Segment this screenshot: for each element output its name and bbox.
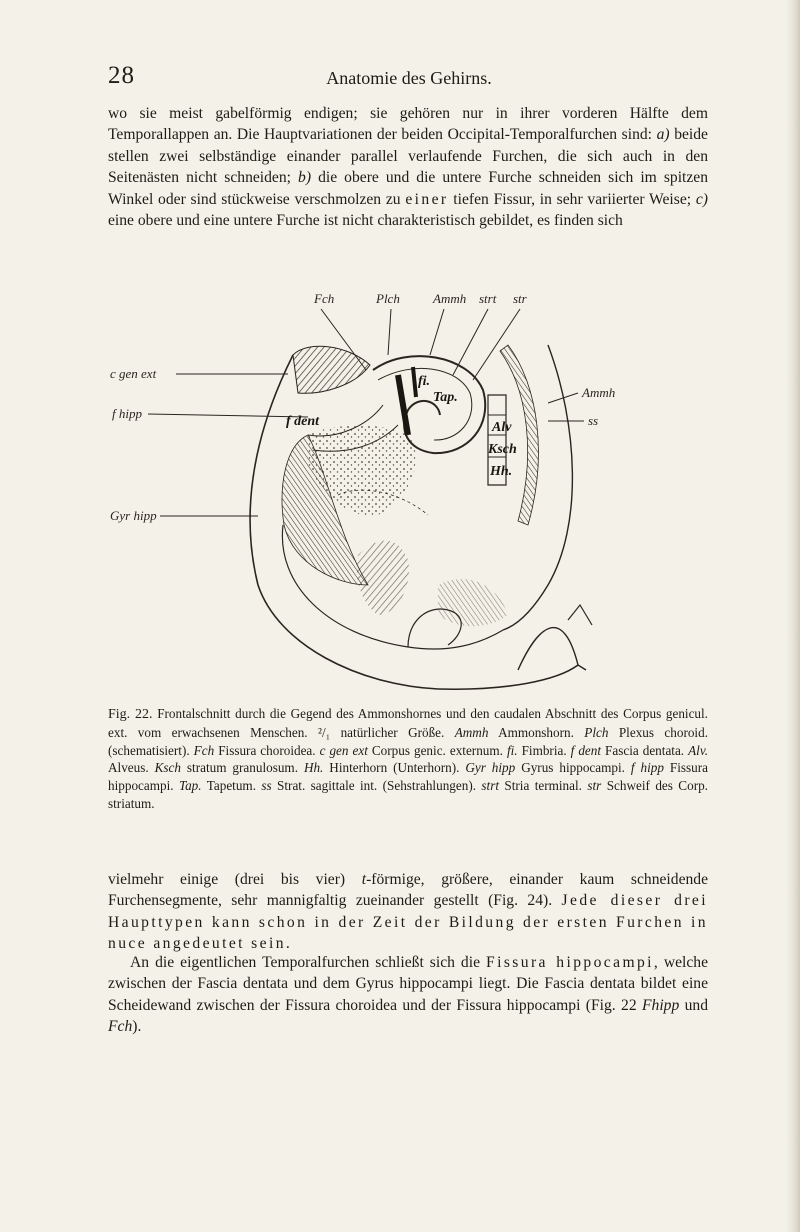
spaced-sentence: Jede dieser drei Haupttypen kann schon in der Zeit der Bildung der ersten Furchen in nuce angedeutet sein. xyxy=(108,892,708,953)
fig-label-gyr-hipp: Gyr hipp xyxy=(110,508,157,523)
figure-ref-fhipp: Fhipp xyxy=(642,996,680,1014)
list-marker-b: b) xyxy=(298,169,312,187)
fig-label-hh: Hh. xyxy=(490,464,513,479)
paragraph-3: An die eigentlichen Temporalfurchen schließt sich die Fissura hippocampi, welche zwischen der Fascia dentata und dem Gyrus hippocampi liegt. Die Fascia dentata bildet eine Scheidewand zwischen der Fissura choroidea und der Fissura hippocampi (Fig. 22 Fhipp und Fch). xyxy=(108,954,708,1036)
figure-caption: Fig. 22. Frontalschnitt durch die Gegend des Ammonshornes und den caudalen Abschnitt des Corpus genicul. ext. vom erwachsenen Menschen. ²/₁ natürlicher Größe. Ammh Ammonshorn. Plch Plexus choroid. (schematisiert). Fch Fissura choroidea. c gen ext Corpus genic. externum. fi. Fimbria. f dent Fascia dentata. Alv. Alveus. Ksch stratum granulosum. Hh. Hinterhorn (Unterhorn). Gyr hipp Gyrus hippocampi. f hipp Fissura hippocampi. Tap. Tapetum. ss Strat. sagittale int. (Sehstrahlungen). strt Stria terminal. str Schweif des Corp. striatum. xyxy=(108,706,709,811)
fig-label-f-dent: f dent xyxy=(286,414,320,429)
spaced-word-einer: einer xyxy=(405,190,449,208)
fig-label-tap: Tap. xyxy=(433,390,458,405)
fig-label-strt: strt xyxy=(479,291,497,306)
fig-label-plch: Plch xyxy=(376,291,400,306)
page-header xyxy=(108,62,710,90)
fig-label-ss: ss xyxy=(588,413,599,428)
figure-22-illustration xyxy=(108,285,708,695)
paragraph-1: wo sie meist gabelförmig endigen; sie gehören nur in ihrer vorderen Hälfte dem Temporallappen an. Die Hauptvariationen der beiden Occipital-Temporalfurchen sind: a) beide stellen zwei selbständige einander parallel verlaufende Furchen, die sich auch in den Seitenästen nicht schneiden; b) die obere und die untere Furche schneiden sich im spitzen Winkel oder sind stückweise verschmolzen zu einer tiefen Fissur, in sehr variierter Weise; c) eine obere und eine untere Furche ist nicht charakteristisch gebildet, es finden sich xyxy=(108,105,708,230)
figure-number: Fig. 22. xyxy=(108,707,153,722)
fig-label-fi: fi. xyxy=(418,374,431,389)
fig-label-ammh-right: Ammh xyxy=(582,385,616,400)
figure-ref-fch: Fch xyxy=(108,1018,133,1036)
fig-label-str: str xyxy=(513,291,527,306)
list-marker-a: a) xyxy=(656,126,670,144)
running-title: Anatomie des Gehirns. xyxy=(326,68,492,88)
fig-label-alv: Alv xyxy=(492,420,512,435)
list-marker-c: c) xyxy=(695,190,708,208)
page-number: 28 xyxy=(108,62,135,89)
spaced-term-fissura-hippocampi: Fissura hippocampi xyxy=(486,954,654,971)
fig-label-fch: Fch xyxy=(314,291,335,306)
page-edge xyxy=(786,0,800,1232)
brain-section-drawing xyxy=(108,285,708,695)
fig-label-ammh-top: Ammh xyxy=(433,291,467,306)
fig-label-ksch: Ksch xyxy=(488,442,517,457)
fig-label-c-gen-ext: c gen ext xyxy=(110,366,157,381)
paragraph-2: vielmehr einige (drei bis vier) t-förmige, größere, einander kaum schneidende Furchensegmente, sehr mannigfaltig zueinander gestellt (Fig. 24). Jede dieser drei Haupttypen kann schon in der Zeit der Bildung der ersten Furchen in nuce angedeutet sein. xyxy=(108,871,708,953)
t-letter: t xyxy=(361,871,367,888)
fig-label-f-hipp: f hipp xyxy=(112,406,142,421)
